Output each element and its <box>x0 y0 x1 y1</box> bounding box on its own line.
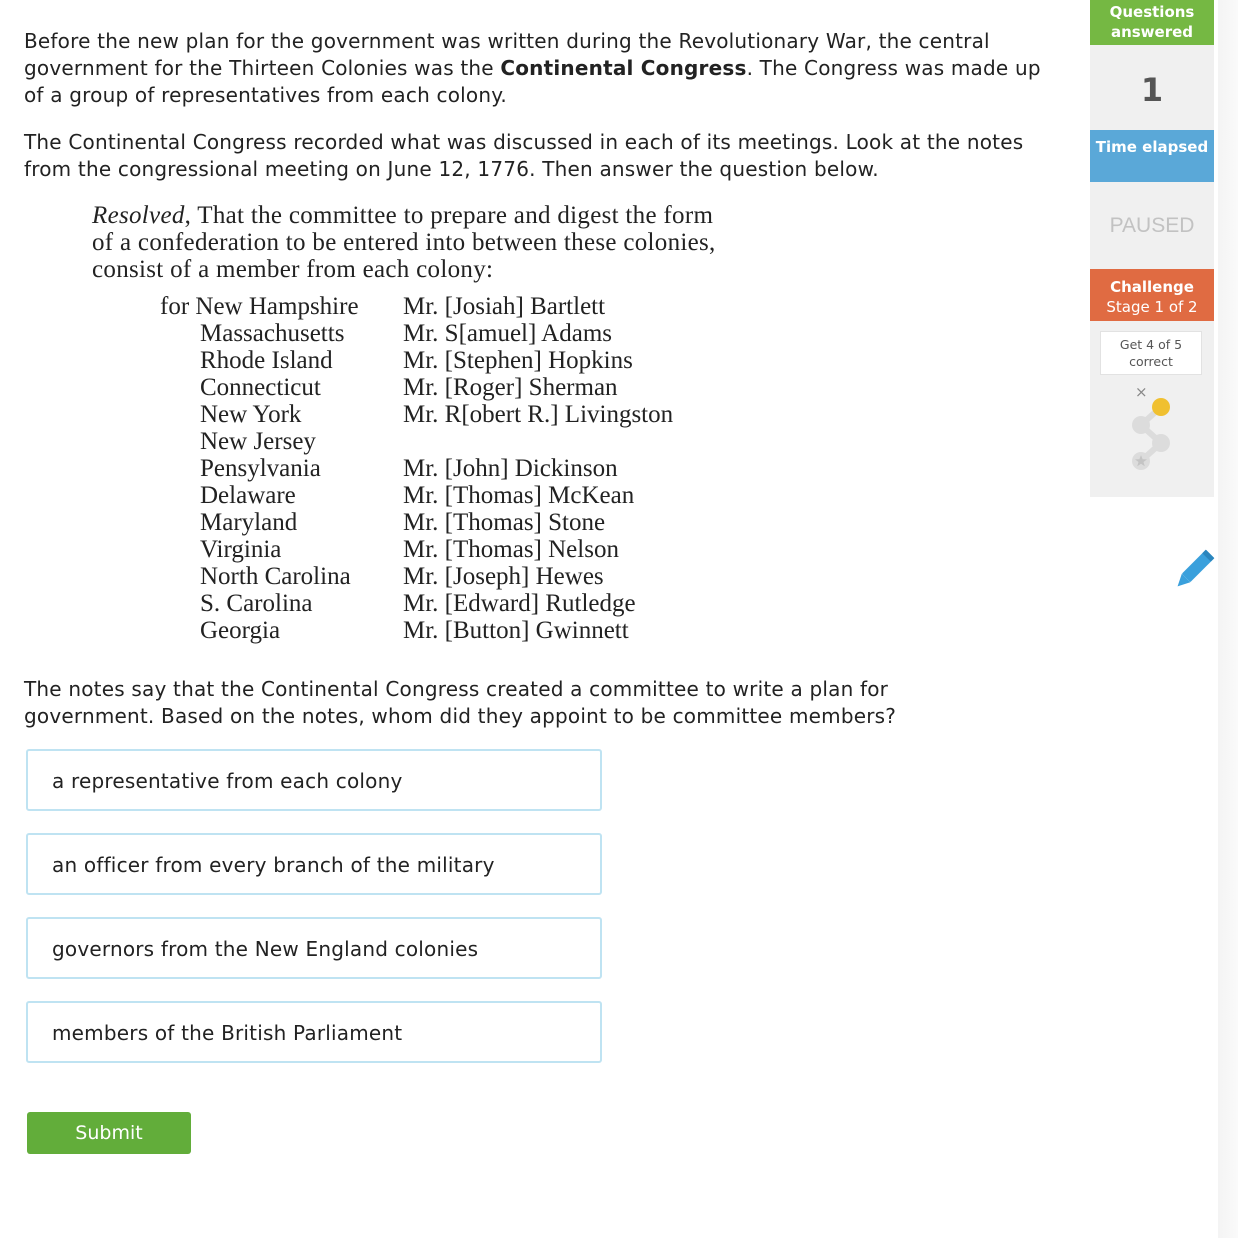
intro-paragraph-2: The Continental Congress recorded what was discussed in each of its meetings. Look at the notes from the congressional meeting on June 12, 1776. Then answer the question below. <box>24 130 1024 181</box>
choice-label: governors from the New England colonies <box>52 937 479 961</box>
committee-member: Mr. [Roger] Sherman <box>403 374 618 401</box>
stage-progress-graphic <box>1128 387 1178 487</box>
committee-row <box>160 482 673 509</box>
progress-dot <box>1132 416 1150 434</box>
committee-member: Mr. [Button] Gwinnett <box>403 617 629 644</box>
resolved-body: , That the committee to prepare and digest the form of a confederation to be entered into between these colonies, consist of a member from each colony: <box>92 202 716 283</box>
colony-name: North Carolina <box>200 563 351 590</box>
committee-member: Mr. [Thomas] Stone <box>403 509 606 536</box>
time-elapsed-header: Time elapsed <box>1090 130 1214 182</box>
colony-name: Pensylvania <box>200 455 321 482</box>
committee-member: Mr. [Thomas] McKean <box>403 482 635 509</box>
committee-row <box>160 590 673 617</box>
intro-paragraph-1 <box>24 28 1044 109</box>
committee-row <box>160 563 673 590</box>
colony-name: Virginia <box>200 536 282 563</box>
answer-choice-3[interactable] <box>26 917 602 979</box>
committee-row <box>160 293 673 320</box>
committee-member: Mr. S[amuel] Adams <box>403 320 613 347</box>
resolved-word: Resolved <box>92 202 185 229</box>
colony-name: New York <box>200 401 302 428</box>
passage <box>24 28 1044 203</box>
colony-name: Maryland <box>200 509 298 536</box>
committee-member: Mr. [John] Dickinson <box>403 455 618 482</box>
committee-row <box>160 428 673 455</box>
scrollbar-track[interactable] <box>1218 0 1238 1238</box>
committee-member <box>403 428 673 455</box>
time-elapsed-value[interactable]: PAUSED <box>1090 182 1214 269</box>
answer-choice-4[interactable] <box>26 1001 602 1063</box>
question-text: The notes say that the Continental Congress created a committee to write a plan for government. Based on the notes, whom did they appoint to be committee members? <box>24 677 897 728</box>
submit-button[interactable]: Submit <box>27 1112 191 1154</box>
questions-answered-count: 1 <box>1090 45 1214 130</box>
committee-member: Mr. [Josiah] Bartlett <box>403 293 606 320</box>
challenge-progress <box>1090 321 1214 497</box>
committee-row <box>160 347 673 374</box>
choice-label: an officer from every branch of the military <box>52 853 495 877</box>
colony-name: Connecticut <box>200 374 321 401</box>
colony-name: Rhode Island <box>200 347 333 374</box>
committee-member: Mr. [Edward] Rutledge <box>403 590 636 617</box>
committee-member: Mr. [Thomas] Nelson <box>403 536 619 563</box>
colony-name: New Jersey <box>200 428 316 455</box>
committee-member: Mr. [Joseph] Hewes <box>403 563 604 590</box>
committee-row <box>160 509 673 536</box>
challenge-stage: Stage 1 of 2 <box>1106 298 1198 316</box>
intro-text-end: . The Congress was made up of a group of representatives from each colony. <box>24 56 1041 107</box>
colony-name: Georgia <box>200 617 281 644</box>
answer-choice-2[interactable] <box>26 833 602 895</box>
committee-row <box>160 455 673 482</box>
intro-text: Before the new plan for the government was written during the Revolutionary War, the central government for the Thirteen Colonies was the <box>24 29 990 80</box>
committee-row <box>160 536 673 563</box>
committee-row <box>160 617 673 644</box>
challenge-label: Challenge <box>1110 278 1194 296</box>
committee-member: Mr. [Stephen] Hopkins <box>403 347 633 374</box>
answer-choice-1[interactable] <box>26 749 602 811</box>
historical-document <box>92 202 732 644</box>
colony-name: for New Hampshire <box>160 293 359 320</box>
colony-name: Massachusetts <box>200 320 345 347</box>
close-icon: × <box>1135 387 1148 401</box>
committee-table <box>160 293 673 644</box>
committee-row <box>160 401 673 428</box>
colony-name: S. Carolina <box>200 590 313 617</box>
questions-answered-header: Questions answered <box>1090 0 1214 45</box>
committee-member: Mr. R[obert R.] Livingston <box>403 401 674 428</box>
committee-row <box>160 320 673 347</box>
sidebar <box>1090 0 1214 497</box>
challenge-header <box>1090 269 1214 321</box>
colony-name: Delaware <box>200 482 296 509</box>
progress-dot <box>1152 434 1170 452</box>
resolved-text <box>92 202 732 283</box>
choice-label: a representative from each colony <box>52 769 403 793</box>
bold-term: Continental Congress <box>500 56 747 80</box>
goal-box: Get 4 of 5 correct <box>1100 331 1202 375</box>
pencil-icon[interactable] <box>1166 548 1216 598</box>
committee-row <box>160 374 673 401</box>
progress-dot-current <box>1152 398 1170 416</box>
choice-label: members of the British Parliament <box>52 1021 403 1045</box>
